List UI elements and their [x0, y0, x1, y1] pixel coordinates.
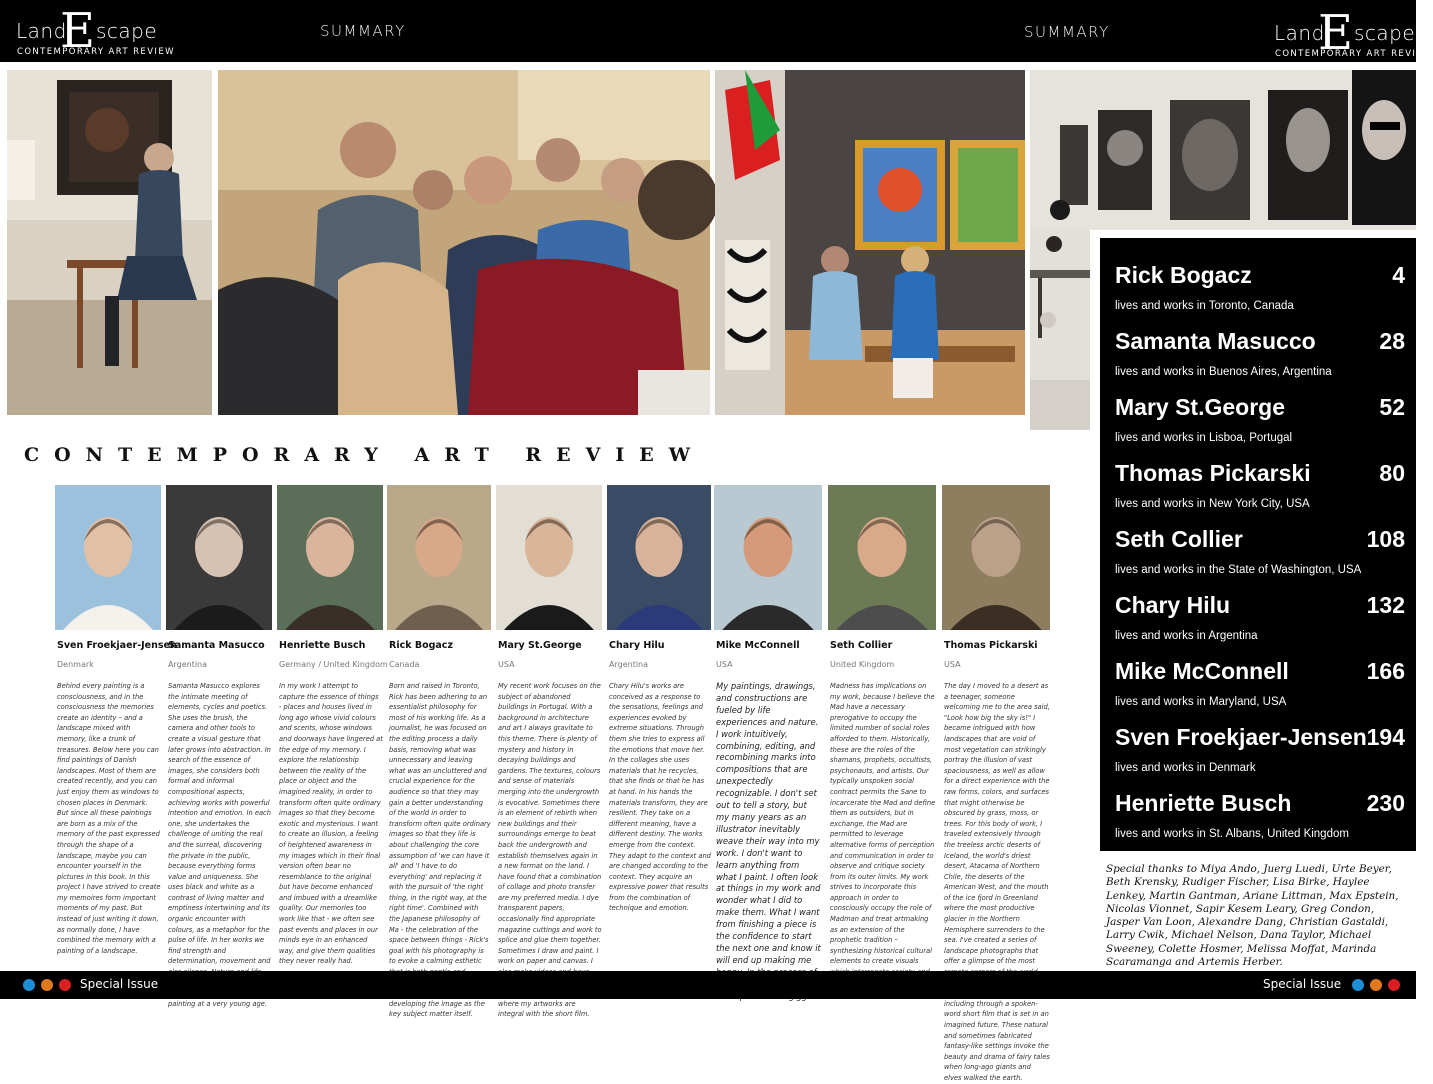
toc-entry[interactable] — [1115, 790, 1411, 840]
table-of-contents-panel — [1100, 238, 1416, 851]
header-bar-left — [0, 0, 712, 62]
artist-statement: Chary Hilu's works are conceived as a response to the sensations, feelings and experiences evoked by extreme situations. Through them she tries to express all the emotions that move her. In the collages she uses materials that he recycles, that she finds or that he has at hand. In his hands the materials transform, they are resilient. They take on a different meaning, have a different destiny. The works emerge from the context. They adapt to the context and are changed according to the context. They acquire an expressive power that results from the combination of technique and emotion. — [609, 682, 711, 913]
artist-statement: Born and raised in Toronto, Rick has been adhering to an essentialist philosophy for most of his working life. As a journalist, he was focused on the editing process a daily basis, removing what was unnecessary and leaving what was an uncluttered and crucial experience for the audience so that they may gain a better understanding of the world in order to transform often quite ordinary images so that they life is about challenging the core assumption of 'we can have it all' and 'I have to do everything' and replacing it with the pursuit of 'the right thing, in the right way, at the right time'. Combined with the Japanese philosophy of Ma - the celebration of the space between things - Rick's goal with his photography is to evoke a calming esthetic developing the image as the key subject matter itself. — [389, 682, 491, 1019]
logo-tagline: CONTEMPORARY ART REVIEW — [1275, 49, 1433, 59]
toc-page-number: 52 — [1379, 394, 1405, 420]
toc-entry[interactable] — [1115, 394, 1411, 444]
artist-portrait — [607, 485, 711, 630]
red-dot-icon — [1388, 979, 1400, 991]
logo-word-land: Land — [16, 19, 67, 43]
toc-page-number: 28 — [1379, 328, 1405, 354]
artist-name: Samanta Masucco — [168, 640, 265, 651]
special-issue-label-left: Special Issue — [80, 977, 159, 991]
toc-entry[interactable] — [1115, 460, 1411, 510]
artist-country: Canada — [389, 660, 420, 669]
logo-word-scape: scape — [96, 19, 158, 43]
artist-name: Mike McConnell — [716, 640, 800, 651]
toc-location: lives and works in New York City, USA — [1115, 498, 1310, 510]
photo-gallery-portraits-floor — [1030, 230, 1090, 430]
artist-country: Argentina — [609, 660, 649, 669]
toc-artist-name: Mike McConnell — [1115, 658, 1289, 684]
artist-statement: Behind every painting is a consciousness, and in the consciousness the memories create an identity – and a landscape mixed with memory, like a trunk of treasures. Below here you can find paintings of Danish landscapes. Most of them are created recently, and you can just enjoy them as windows to chosen places in Denmark. But since all these paintings are born as a mix of the memory of the past expressed through the shape of a landscape, maybe you can encounter yourself in the pictures in this book. In this project I have strived to create my memoires form important moments of my past. But instead of just writing it down, as normally done, I have combined the memory with a painting of a landscape. — [57, 682, 161, 955]
artist-statement: The day I moved to a desert as a teenager, someone welcoming me to the area said, "Look how big the sky is!" I became intrigued with how landscapes that are void of most vegetation can strikingly portray the illusion of vast spaciousness, as well as allow for a direct experience with the raw forms, colors, and surfaces that might otherwise be obscured by grass, moss, or trees. For this body of work, I traveled extensively through the treeless arctic deserts of Iceland, the world's driest desert, Atacama of Northern Chile, the deserts of the American West, and the mouth of the ice fjord in Greenland where the most productive glacier in the Northern Hemisphere surrenders to the sea. I've created a series of landscape photographs that offer a glimpse of the most including through a spoken-word short film that is set in an imagined future. These natural and sometimes fabricated fantasy-like settings invoke the beauty and drama of fairy tales when long-ago giants and elves walked the earth. — [944, 682, 1050, 1082]
photo-crowd-gallery-opening — [218, 70, 710, 415]
artist-portrait — [496, 485, 602, 630]
artist-country: Argentina — [168, 660, 208, 669]
toc-location: lives and works in Denmark — [1115, 762, 1256, 774]
toc-page-number: 230 — [1366, 790, 1405, 816]
toc-location: lives and works in the State of Washington, USA — [1115, 564, 1362, 576]
orange-dot-icon — [41, 979, 53, 991]
landscape-logo-left — [16, 3, 175, 60]
toc-location: lives and works in St. Albans, United Kingdom — [1115, 828, 1349, 840]
artist-name: Seth Collier — [830, 640, 893, 651]
artist-name: Rick Bogacz — [389, 640, 453, 651]
toc-location: lives and works in Buenos Aires, Argentina — [1115, 366, 1332, 378]
toc-page-number: 80 — [1379, 460, 1405, 486]
orange-dot-icon — [1370, 979, 1382, 991]
special-thanks: Special thanks to Miya Ando, Juerg Luedi, Urte Beyer, Beth Krensky, Rudiger Fischer, Lisa Birke, Haylee Lenkey, Martin Gantman, Ariane Littman, Max Epstein, Nicolas Vionnet, Sapir Kesem Leary, Greg Condon, Jasper Van Loon, Alexandre Dang, Christian Gastaldi, Larry Cwik, Michael Nelson, Dana Taylor, Michael Sweeney, Colette Hosmer, Melissa Moffat, Marinda Scaramanga and Artemis Herber. — [1106, 863, 1399, 969]
special-issue-label-right: Special Issue — [1263, 977, 1342, 991]
toc-entry[interactable] — [1115, 592, 1411, 642]
toc-location: lives and works in Maryland, USA — [1115, 696, 1287, 708]
artist-portrait — [828, 485, 936, 630]
photo-gallery-portraits — [1030, 70, 1416, 230]
toc-artist-name: Seth Collier — [1115, 526, 1243, 552]
blue-dot-icon — [23, 979, 35, 991]
artist-name: Mary St.George — [498, 640, 582, 651]
artist-name: Thomas Pickarski — [944, 640, 1038, 651]
toc-location: lives and works in Argentina — [1115, 630, 1258, 642]
artist-portrait — [387, 485, 491, 630]
toc-entry[interactable] — [1115, 328, 1411, 378]
logo-letter-e: E — [60, 3, 96, 59]
artist-portrait — [714, 485, 822, 630]
artist-country: USA — [944, 660, 961, 669]
toc-entry[interactable] — [1115, 658, 1411, 708]
artist-statement: Samanta Masucco explores the intimate meeting of elements, cycles and poetics. She uses the brush, the camera and other tools to create a visual gesture that later grows into abstraction. In search of the essence of images, she considers both formal and informal compositional aspects, achieving works with powerful intention and emotion. In each one, she undertakes the challenge of uniting the real and the surreal, discovering the private in the public, because everything forms value and uniqueness. She uses black and white as a contrast of living matter and emptiness intertwining and its organic encounter with colours, as a metaphor for the pulse of life. In her works we find strength and determination, movement and painting at a very young age. — [168, 682, 271, 1008]
landscape-logo-right — [1274, 5, 1433, 62]
summary-label-right: SUMMARY — [1024, 23, 1110, 41]
toc-artist-name: Thomas Pickarski — [1115, 460, 1311, 486]
summary-label-left: SUMMARY — [320, 22, 406, 40]
toc-entry[interactable] — [1115, 526, 1411, 576]
artist-name: Sven Froekjaer-Jensen — [57, 640, 177, 651]
artist-statement: In my work I attempt to capture the essence of things - places and houses lived in long ago whose vivid colours and scents, whose windows and doorways have lingered at the edge of my memory. I explore the relationship between the reality of the place or object and the imagined reality, in order to transform often quite ordinary images so that they become exotic and mysterious. I want to create an illusion, a feeling of heightened awareness in my images which in their final version often bear no resemblance to the original but have become enhanced and imbued with a dreamlike quality. Our memories too work like that - we often see past events and places in our minds eye in an enhanced way, and give them qualities they never really had. — [279, 682, 383, 966]
toc-artist-name: Mary St.George — [1115, 394, 1285, 420]
footer-bar-left — [0, 971, 712, 999]
artist-statement: My recent work focuses on the subject of abandoned buildings in Portugal. With a background in architecture and art I always gravitate to this theme. There is plenty of mystery and history in decaying buildings and gardens. The textures, colours and sense of materials merging into the undergrowth is evocative. Sometimes there is an element of rebirth when new buildings and their surroundings emerge to beat back the undergrowth and establish themselves again in a new format on the land. I have found that a combination of collage and photo transfer are my preferred media. I dye transparent papers, occasionally find appropriate magazine cuttings and work to splice and glue them together. Sometimes I draw and paint. I work on paper and canvas. I where my artworks are integral with the short film. — [498, 682, 602, 1019]
artist-portrait — [166, 485, 272, 630]
artist-statement: My paintings, drawings, and constructions are fueled by life experiences and nature. I work intuitively, combining, editing, and recombining marks into compositions that are unexpectedly recognizable. I don't set out to tell a story, but my many years as an illustrator inevitably weave their way into my work. I don't want to learn anything from what I paint. I often look at things in my work and wonder what I did to make them. What I want from finishing a piece is the confidence to start the next one and know it will end up making me — [716, 681, 821, 965]
logo-tagline: CONTEMPORARY ART REVIEW — [17, 47, 175, 57]
toc-page-number: 194 — [1366, 724, 1405, 750]
blue-dot-icon — [1352, 979, 1364, 991]
artist-portrait — [55, 485, 161, 630]
toc-artist-name: Sven Froekjaer-Jensen — [1115, 724, 1367, 750]
photo-gallery-colorful — [715, 70, 1025, 415]
artist-country: United Kingdom — [830, 660, 895, 669]
footer-bar-right — [712, 971, 1416, 999]
toc-entry[interactable] — [1115, 262, 1411, 312]
photo-artist-studio — [7, 70, 212, 415]
toc-page-number: 166 — [1366, 658, 1405, 684]
artist-name: Chary Hilu — [609, 640, 665, 651]
logo-letter-e: E — [1318, 5, 1354, 61]
artist-country: Germany / United Kingdom — [279, 660, 388, 669]
artist-country: USA — [716, 660, 733, 669]
artist-country: Denmark — [57, 660, 94, 669]
artist-name: Henriette Busch — [279, 640, 366, 651]
artist-country: USA — [498, 660, 515, 669]
artist-statement: Madness has implications on my work, because I believe the Mad have a necessary prerogative to occupy the limited number of social roles afforded to them. Historically, these are the roles of the shamans, prophets, occultists, psychonauts, and artists. Our typically unspoken social contract permits the Sane to incarcerate the Mad and define them as outsiders, but in exchange, the Mad are permitted to leverage alternative forms of perception and communication in order to observe and critique society from its outer limits. My work strives to incorporate this approach in order to consciously occupy the role of Madman and treat artmaking as an extension of the prophetic tradition – synthesizing historical cultural elements to create visuals — [830, 682, 936, 966]
header-bar-right — [712, 0, 1433, 62]
toc-location: lives and works in Toronto, Canada — [1115, 300, 1294, 312]
artist-portrait — [277, 485, 383, 630]
toc-page-number: 132 — [1366, 592, 1405, 618]
logo-word-scape: scape — [1354, 21, 1416, 45]
toc-entry[interactable] — [1115, 724, 1411, 774]
toc-location: lives and works in Lisboa, Portugal — [1115, 432, 1293, 444]
artist-portrait — [942, 485, 1050, 630]
logo-word-land: Land — [1274, 21, 1325, 45]
toc-artist-name: Rick Bogacz — [1115, 262, 1252, 288]
toc-artist-name: Samanta Masucco — [1115, 328, 1316, 354]
toc-page-number: 108 — [1366, 526, 1405, 552]
toc-page-number: 4 — [1392, 262, 1405, 288]
toc-artist-name: Henriette Busch — [1115, 790, 1292, 816]
contemporary-art-review-title: CONTEMPORARY ART REVIEW — [24, 444, 706, 466]
toc-artist-name: Chary Hilu — [1115, 592, 1231, 618]
red-dot-icon — [59, 979, 71, 991]
